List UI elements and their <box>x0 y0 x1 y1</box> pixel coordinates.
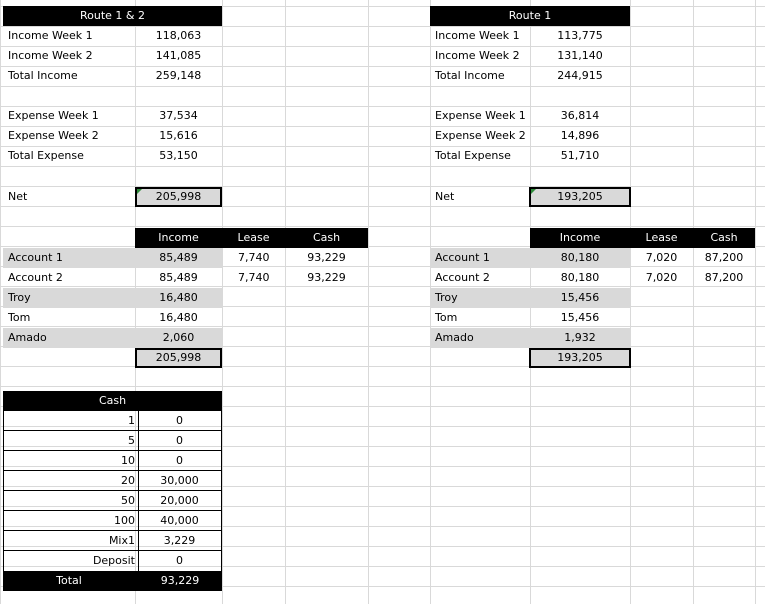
left-account2-income[interactable]: 85,489 <box>159 271 198 284</box>
left-account2-lease[interactable]: 7,740 <box>238 271 270 284</box>
gridline <box>368 0 369 604</box>
right-income-week2-label[interactable]: Income Week 2 <box>435 49 520 62</box>
cash-amount-100[interactable]: 40,000 <box>138 511 221 531</box>
right-expense-week1-label[interactable]: Expense Week 1 <box>435 109 526 122</box>
gridline <box>285 0 286 604</box>
cash-amount-1[interactable]: 0 <box>138 411 221 431</box>
cash-denom-10[interactable]: 10 <box>4 451 138 471</box>
left-account2-name[interactable]: Account 2 <box>8 271 63 284</box>
left-account1-name[interactable]: Account 1 <box>3 248 222 268</box>
cash-denom-20[interactable]: 20 <box>4 471 138 491</box>
formula-marker <box>137 189 142 194</box>
right-troy-income[interactable]: 15,456 <box>560 291 600 304</box>
right-troy-name[interactable]: Troy <box>430 288 630 308</box>
left-account2-cash[interactable]: 93,229 <box>307 271 346 284</box>
left-expense-week1-label[interactable]: Expense Week 1 <box>8 109 99 122</box>
left-title[interactable]: Route 1 & 2 <box>3 6 222 26</box>
right-amado-name[interactable]: Amado <box>430 328 630 348</box>
left-net-value[interactable]: 205,998 <box>135 187 222 207</box>
right-account2-lease[interactable]: 7,020 <box>645 271 678 284</box>
gridline <box>630 0 631 604</box>
right-total-expense-label[interactable]: Total Expense <box>435 149 511 162</box>
cash-denom-5[interactable]: 5 <box>4 431 138 451</box>
right-expense-week2-label[interactable]: Expense Week 2 <box>435 129 526 142</box>
right-tom-income[interactable]: 15,456 <box>560 311 600 324</box>
right-net-value[interactable]: 193,205 <box>529 187 631 207</box>
right-account1-cash[interactable]: 87,200 <box>704 251 744 264</box>
right-total-expense-value[interactable]: 51,710 <box>560 149 600 162</box>
left-amado-name[interactable]: Amado <box>3 328 222 348</box>
right-lease-header[interactable]: Lease <box>630 228 693 248</box>
left-total-expense-value[interactable]: 53,150 <box>159 149 198 162</box>
left-income-week1-value[interactable]: 118,063 <box>155 29 202 42</box>
left-amado-income[interactable]: 2,060 <box>162 331 195 344</box>
cash-denom-50[interactable]: 50 <box>4 491 138 511</box>
right-account1-income[interactable]: 80,180 <box>560 251 600 264</box>
left-troy-income[interactable]: 16,480 <box>159 291 198 304</box>
right-title[interactable]: Route 1 <box>430 6 630 26</box>
right-account2-income[interactable]: 80,180 <box>560 271 600 284</box>
left-lease-header[interactable]: Lease <box>222 228 285 248</box>
cash-amount-mix1[interactable]: 3,229 <box>138 531 221 551</box>
right-income-week1-label[interactable]: Income Week 1 <box>435 29 520 42</box>
cash-denom-deposit[interactable]: Deposit <box>92 554 135 567</box>
right-amado-income[interactable]: 1,932 <box>564 331 596 344</box>
gridline <box>755 0 756 604</box>
left-account1-income[interactable]: 85,489 <box>159 251 198 264</box>
left-income-total[interactable]: 205,998 <box>135 348 222 368</box>
cash-amount-deposit[interactable]: 0 <box>176 554 183 567</box>
right-account1-lease[interactable]: 7,020 <box>645 251 678 264</box>
cash-total-value[interactable]: 93,229 <box>138 571 222 591</box>
left-total-income-label[interactable]: Total Income <box>8 69 78 82</box>
left-income-week2-value[interactable]: 141,085 <box>155 49 202 62</box>
formula-marker <box>531 189 536 194</box>
left-troy-name[interactable]: Troy <box>3 288 222 308</box>
left-total-income-value[interactable]: 259,148 <box>155 69 202 82</box>
gridline <box>222 0 223 604</box>
right-net-label[interactable]: Net <box>435 190 455 203</box>
right-expense-week2-value[interactable]: 14,896 <box>560 129 600 142</box>
left-income-header[interactable]: Income <box>135 228 222 248</box>
right-cash-header[interactable]: Cash <box>693 228 755 248</box>
right-tom-name[interactable]: Tom <box>435 311 458 324</box>
right-account2-name[interactable]: Account 2 <box>435 271 490 284</box>
left-income-week1-label[interactable]: Income Week 1 <box>8 29 93 42</box>
right-expense-week1-value[interactable]: 36,814 <box>560 109 600 122</box>
cash-amount-20[interactable]: 30,000 <box>138 471 221 491</box>
left-expense-week2-value[interactable]: 15,616 <box>159 129 198 142</box>
cash-amount-50[interactable]: 20,000 <box>138 491 221 511</box>
cash-table-title[interactable]: Cash <box>3 391 222 411</box>
cash-denom-mix1[interactable]: Mix1 <box>4 531 138 551</box>
left-tom-name[interactable]: Tom <box>8 311 31 324</box>
left-net-label[interactable]: Net <box>8 190 28 203</box>
right-income-total[interactable]: 193,205 <box>529 348 631 368</box>
cash-denom-1[interactable]: 1 <box>4 411 138 431</box>
right-account1-name[interactable]: Account 1 <box>430 248 630 268</box>
left-account1-lease[interactable]: 7,740 <box>238 251 270 264</box>
right-account2-cash[interactable]: 87,200 <box>704 271 744 284</box>
cash-amount-10[interactable]: 0 <box>138 451 221 471</box>
right-total-income-label[interactable]: Total Income <box>435 69 505 82</box>
left-cash-header[interactable]: Cash <box>285 228 368 248</box>
left-total-expense-label[interactable]: Total Expense <box>8 149 84 162</box>
right-total-income-value[interactable]: 244,915 <box>557 69 603 82</box>
right-income-header[interactable]: Income <box>530 228 630 248</box>
cash-total-label[interactable]: Total <box>3 571 138 591</box>
cash-amount-5[interactable]: 0 <box>138 431 221 451</box>
right-income-week1-value[interactable]: 113,775 <box>557 29 603 42</box>
left-tom-income[interactable]: 16,480 <box>159 311 198 324</box>
left-expense-week2-label[interactable]: Expense Week 2 <box>8 129 99 142</box>
right-income-week2-value[interactable]: 131,140 <box>557 49 603 62</box>
left-expense-week1-value[interactable]: 37,534 <box>159 109 198 122</box>
left-income-week2-label[interactable]: Income Week 2 <box>8 49 93 62</box>
gridline <box>693 0 694 604</box>
cash-denom-100[interactable]: 100 <box>4 511 138 531</box>
left-account1-cash[interactable]: 93,229 <box>307 251 346 264</box>
